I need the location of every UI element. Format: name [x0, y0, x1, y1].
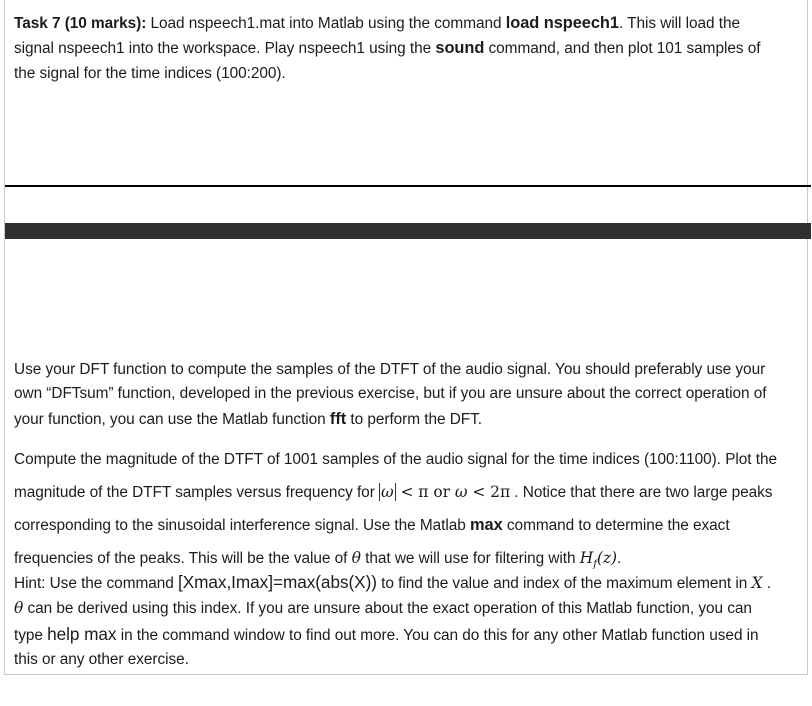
hint-text: Hint: Use the command: [14, 575, 178, 592]
dtft-text: . Notice that there are two large peaks corresponding to the sinusoidal interference signal. Use the Matlab: [14, 484, 773, 534]
omega-symbol: ω: [454, 483, 468, 501]
hint-command: [Xmax,Imax]=max(abs(X)): [178, 572, 377, 592]
load-command: load nspeech1: [505, 14, 619, 32]
lt-2pi: < 2π: [467, 483, 511, 501]
help-max-command: help max: [47, 623, 117, 644]
f-subscript: f: [593, 559, 597, 570]
lt-pi: < π: [395, 483, 429, 501]
dft-text: Use your DFT function to compute the samples of the DTFT of the audio signal. You should preferably use your own “DFTsum” function, developed in the previous exercise, but if you are unsure about the correct operation of your function, you can use the Matlab function: [14, 361, 767, 428]
hint-text: in the command window to find out more. You can do this for any other Matlab function used in this or any other exercise.: [14, 626, 759, 668]
omega-abs: ω: [381, 483, 394, 501]
dft-paragraph: [14, 358, 784, 432]
dft-text: to perform the DFT.: [346, 410, 483, 428]
dtft-text: Compute the magnitude of the DTFT of 1001 samples of the audio signal for the time indices (100:1100). Plot the magnitude of the DTFT samples versus frequency for: [14, 451, 777, 501]
theta-symbol: θ: [351, 549, 361, 567]
hint-text: .: [762, 575, 771, 592]
hint-text: can be derived using this index. If you are unsure about the exact operation of this Matlab function, you can type: [14, 600, 752, 644]
dtft-paragraph: [14, 443, 784, 581]
max-command: max: [470, 516, 503, 534]
task-text: command, and then plot 101 samples of the signal for the time indices (100:200).: [14, 40, 761, 82]
dtft-text: .: [617, 550, 622, 567]
answer-divider-line: [5, 185, 811, 187]
sound-command: sound: [435, 39, 485, 58]
document-page: [4, 0, 808, 675]
task-text: Load nspeech1.mat into Matlab using the command: [146, 15, 506, 32]
task-paragraph: [14, 11, 784, 86]
hint-text: to find the value and index of the maximum element in: [376, 575, 752, 592]
task-text: . This will load the signal nspeech1 into the workspace. Play nspeech1 using the: [14, 15, 740, 58]
H-symbol: H: [579, 549, 594, 567]
theta-symbol: θ: [14, 599, 24, 618]
dtft-text: command to determine the exact frequencies of the peaks. This will be the value of: [14, 517, 730, 567]
answer-divider-bar: [5, 223, 811, 239]
X-symbol: X: [751, 574, 763, 592]
z-argument: (z): [596, 549, 618, 567]
hint-paragraph: [14, 570, 784, 672]
fft-command: fft: [329, 409, 347, 428]
or-word: or: [428, 483, 455, 501]
task-heading: Task 7 (10 marks):: [14, 15, 147, 32]
dtft-text: that we will use for filtering with: [360, 550, 580, 567]
